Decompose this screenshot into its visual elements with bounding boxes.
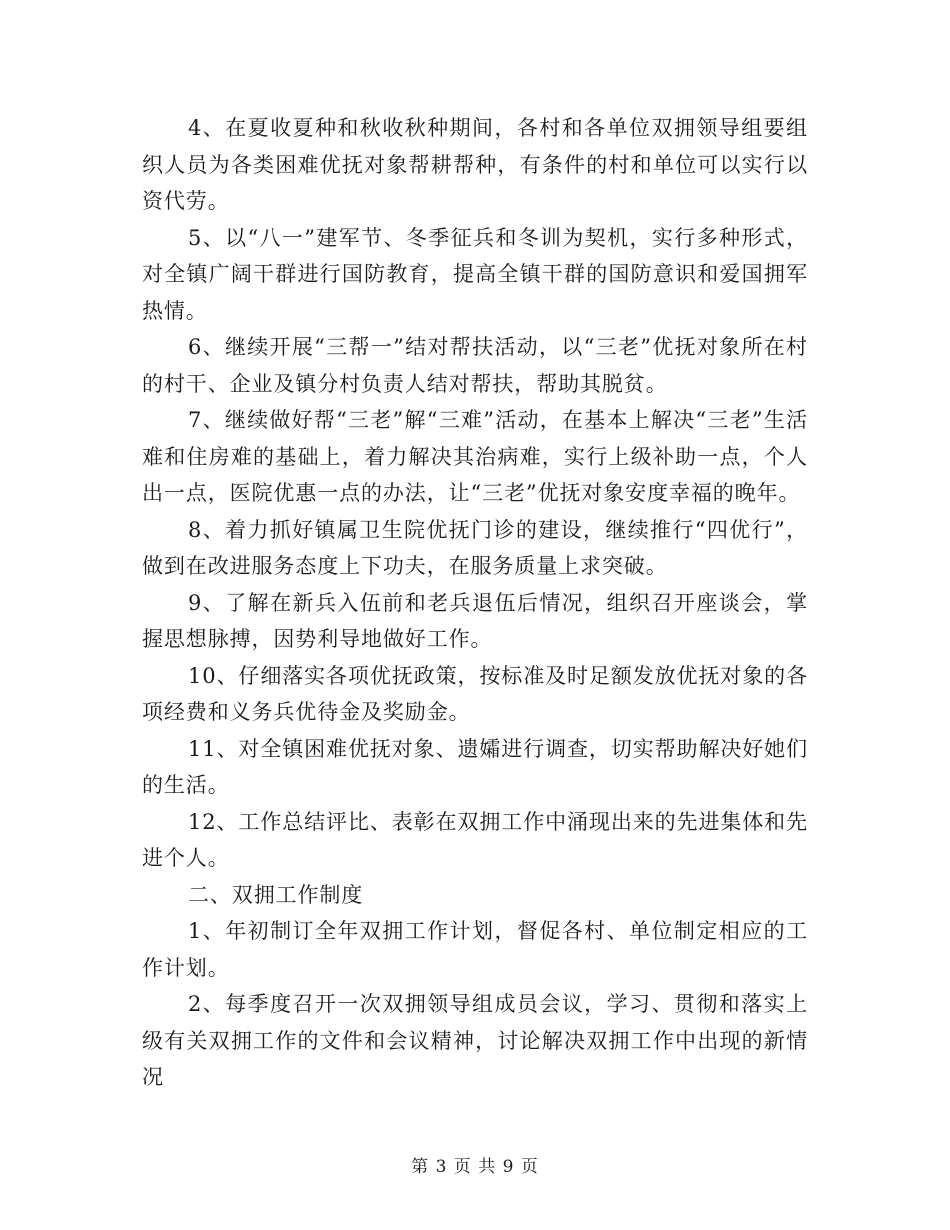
paragraph-item-12: 12、工作总结评比、表彰在双拥工作中涌现出来的先进集体和先进个人。 [142, 809, 808, 870]
paragraph-item-7: 7、继续做好帮“三老”解“三难”活动，在基本上解决“三老”生活难和住房难的基础上，着力解决其治病难，实行上级补助一点，个人出一点，医院优惠一点的办法，让“三老”优抚对象安度幸福的晚年。 [142, 408, 808, 505]
paragraph-item-11: 11、对全镇困难优抚对象、遗孀进行调查，切实帮助解决好她们的生活。 [142, 736, 808, 797]
paragraph-item-5: 5、以“八一”建军节、冬季征兵和冬训为契机，实行多种形式，对全镇广阔干群进行国防教育，提高全镇干群的国防意识和爱国拥军热情。 [142, 225, 808, 323]
paragraph-rule-1: 1、年初制订全年双拥工作计划，督促各村、单位制定相应的工作计划。 [142, 919, 808, 980]
paragraph-item-10: 10、仔细落实各项优抚政策，按标准及时足额发放优抚对象的各项经费和义务兵优待金及奖励金。 [142, 663, 808, 724]
document-body [142, 110, 808, 1096]
page-number-footer: 第 3 页 共 9 页 [411, 1157, 539, 1177]
paragraph-item-9: 9、了解在新兵入伍前和老兵退伍后情况，组织召开座谈会，掌握思想脉搏，因势利导地做好工作。 [142, 590, 808, 651]
paragraph-rule-2: 2、每季度召开一次双拥领导组成员会议，学习、贯彻和落实上级有关双拥工作的文件和会议精神，讨论解决双拥工作中出现的新情况 [142, 992, 808, 1089]
paragraph-item-6: 6、继续开展“三帮一”结对帮扶活动，以“三老”优抚对象所在村的村干、企业及镇分村负责人结对帮扶，帮助其脱贫。 [142, 335, 808, 396]
paragraph-item-4: 4、在夏收夏种和秋收秋种期间，各村和各单位双拥领导组要组织人员为各类困难优抚对象帮耕帮种，有条件的村和单位可以实行以资代劳。 [142, 116, 808, 213]
paragraph-item-8: 8、着力抓好镇属卫生院优抚门诊的建设，继续推行“四优行”，做到在改进服务态度上下功夫，在服务质量上求突破。 [142, 517, 808, 578]
section-heading: 二、双拥工作制度 [188, 882, 364, 907]
